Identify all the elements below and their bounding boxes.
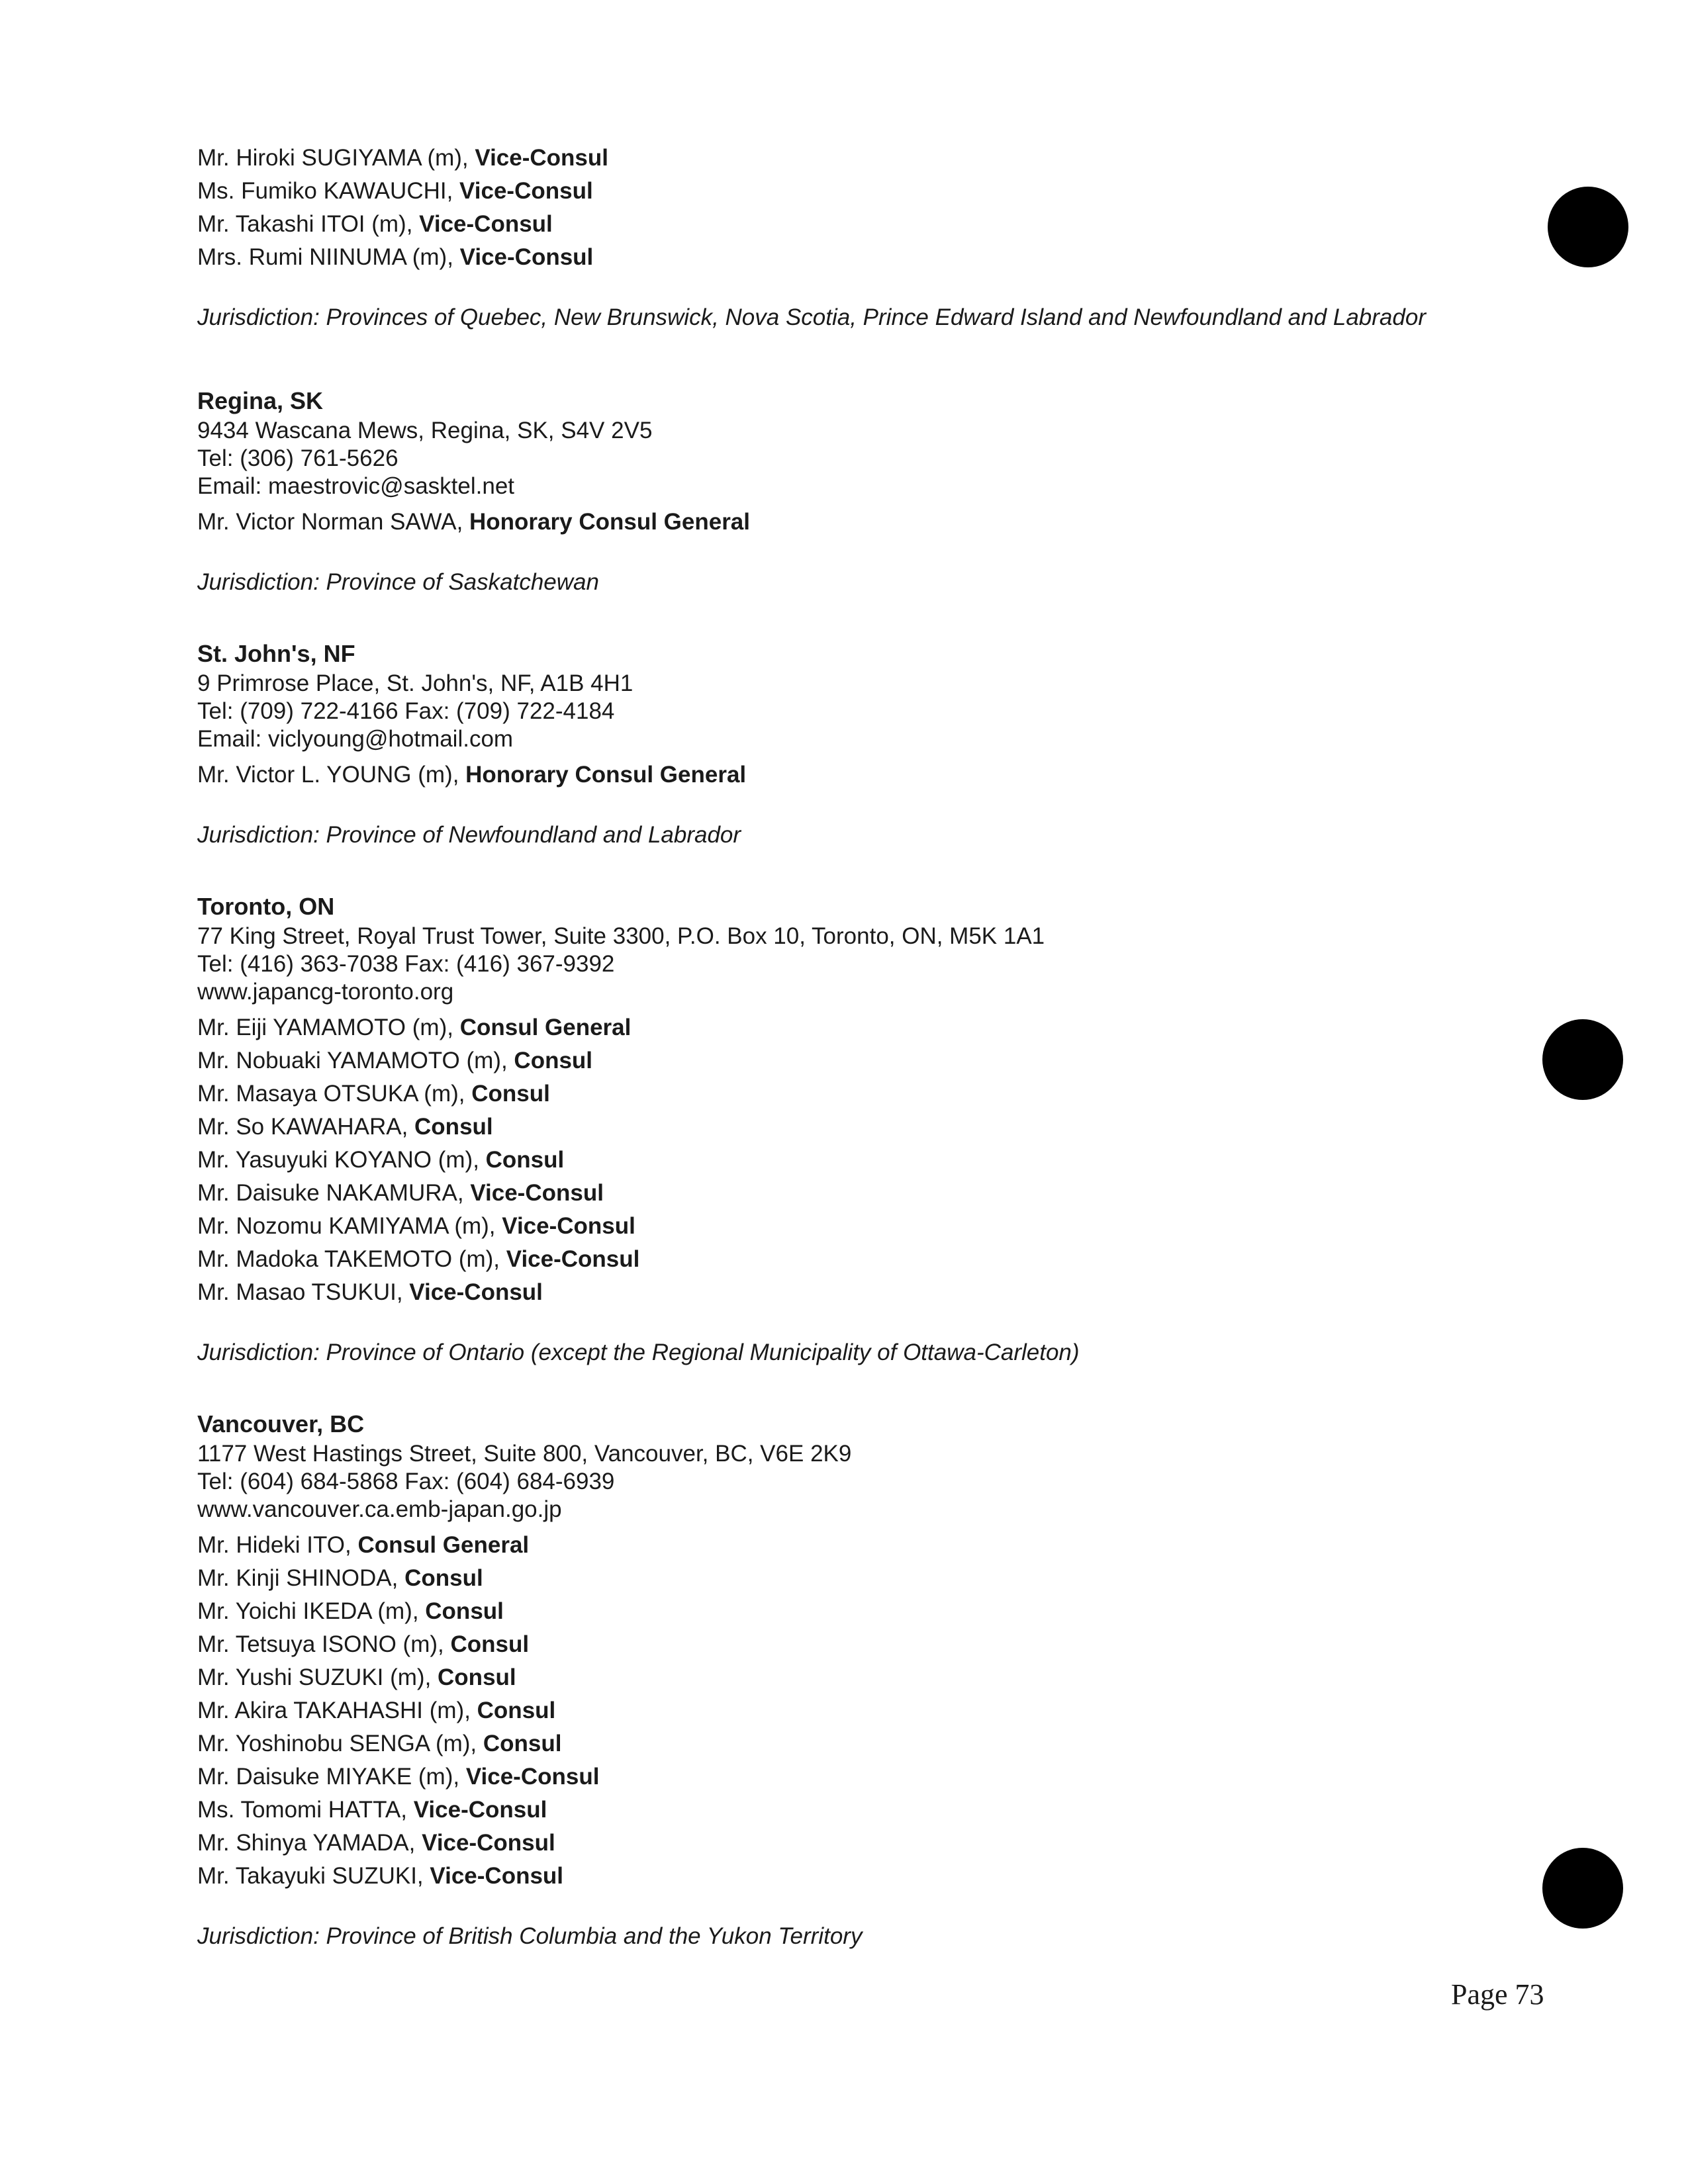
section-st-johns (197, 638, 1508, 851)
staff-entry: Mr. Kinji SHINODA, Consul (197, 1565, 483, 1591)
section-toronto (197, 891, 1508, 1369)
staff-entry: Mr. Daisuke MIYAKE (m), Vice-Consul (197, 1764, 600, 1790)
street-address: 77 King Street, Royal Trust Tower, Suite 3300, P.O. Box 10, Toronto, ON, M5K 1A1 (197, 923, 1045, 949)
page-number: Page 73 (1451, 1978, 1544, 2011)
staff-entry: Mr. Masaya OTSUKA (m), Consul (197, 1081, 550, 1107)
staff-entry: Mrs. Rumi NIINUMA (m), Vice-Consul (197, 244, 594, 270)
staff-entry: Mr. Shinya YAMADA, Vice-Consul (197, 1830, 555, 1856)
jurisdiction-note: Jurisdiction: Provinces of Quebec, New Brunswick, Nova Scotia, Prince Edward Island and Newfoundland and Labrador (197, 304, 1426, 330)
staff-entry: Mr. Nobuaki YAMAMOTO (m), Consul (197, 1048, 593, 1073)
staff-list (197, 758, 1508, 792)
city-heading: Toronto, ON (197, 893, 335, 920)
telephone-fax: Tel: (604) 684-5868 Fax: (604) 684-6939 (197, 1469, 615, 1494)
staff-entry: Mr. Hiroki SUGIYAMA (m), Vice-Consul (197, 145, 609, 171)
address-block (197, 1440, 1508, 1524)
section-montreal-continued (197, 142, 1508, 334)
staff-list (197, 1011, 1508, 1309)
staff-entry: Mr. Hideki ITO, Consul General (197, 1532, 530, 1558)
telephone-fax: Tel: (709) 722-4166 Fax: (709) 722-4184 (197, 698, 615, 724)
staff-entry: Mr. Akira TAKAHASHI (m), Consul (197, 1698, 556, 1723)
staff-entry: Mr. So KAWAHARA, Consul (197, 1114, 493, 1140)
staff-list (197, 506, 1508, 539)
email-address: Email: maestrovic@sasktel.net (197, 473, 515, 499)
jurisdiction-note: Jurisdiction: Province of Ontario (except the Regional Municipality of Ottawa-Carleton) (197, 1340, 1080, 1365)
staff-entry: Ms. Fumiko KAWAUCHI, Vice-Consul (197, 178, 593, 204)
staff-entry: Mr. Yoshinobu SENGA (m), Consul (197, 1731, 562, 1756)
staff-entry: Ms. Tomomi HATTA, Vice-Consul (197, 1797, 547, 1823)
section-regina (197, 385, 1508, 598)
staff-entry: Mr. Yasuyuki KOYANO (m), Consul (197, 1147, 565, 1173)
street-address: 1177 West Hastings Street, Suite 800, Vancouver, BC, V6E 2K9 (197, 1441, 852, 1467)
city-heading: Regina, SK (197, 387, 324, 414)
binder-hole-top (1548, 187, 1628, 267)
staff-entry: Mr. Masao TSUKUI, Vice-Consul (197, 1279, 543, 1305)
jurisdiction-note: Jurisdiction: Province of British Columbia and the Yukon Territory (197, 1923, 863, 1949)
website-link[interactable]: www.japancg-toronto.org (197, 979, 454, 1005)
staff-list (197, 1529, 1508, 1893)
staff-entry: Mr. Nozomu KAMIYAMA (m), Vice-Consul (197, 1213, 635, 1239)
address-block (197, 670, 1508, 753)
jurisdiction-note: Jurisdiction: Province of Newfoundland and Labrador (197, 822, 741, 848)
staff-entry: Mr. Victor Norman SAWA, Honorary Consul General (197, 509, 750, 535)
staff-entry: Mr. Victor L. YOUNG (m), Honorary Consul General (197, 762, 747, 788)
staff-entry: Mr. Eiji YAMAMOTO (m), Consul General (197, 1015, 632, 1040)
staff-entry: Mr. Daisuke NAKAMURA, Vice-Consul (197, 1180, 604, 1206)
street-address: 9434 Wascana Mews, Regina, SK, S4V 2V5 (197, 418, 653, 443)
telephone-fax: Tel: (416) 363-7038 Fax: (416) 367-9392 (197, 951, 615, 977)
website-link[interactable]: www.vancouver.ca.emb-japan.go.jp (197, 1496, 562, 1522)
address-block (197, 923, 1508, 1006)
section-vancouver (197, 1408, 1508, 1952)
telephone: Tel: (306) 761-5626 (197, 445, 399, 471)
email-address: Email: viclyoung@hotmail.com (197, 726, 514, 752)
address-block (197, 417, 1508, 500)
staff-entry: Mr. Yoichi IKEDA (m), Consul (197, 1598, 504, 1624)
city-heading: Vancouver, BC (197, 1410, 365, 1437)
binder-hole-middle (1542, 1019, 1623, 1100)
document-content (197, 142, 1508, 1952)
staff-entry: Mr. Tetsuya ISONO (m), Consul (197, 1631, 530, 1657)
street-address: 9 Primrose Place, St. John's, NF, A1B 4H1 (197, 670, 633, 696)
staff-entry: Mr. Takayuki SUZUKI, Vice-Consul (197, 1863, 564, 1889)
staff-list (197, 142, 1508, 274)
jurisdiction-note: Jurisdiction: Province of Saskatchewan (197, 569, 599, 595)
binder-hole-bottom (1542, 1848, 1623, 1929)
staff-entry: Mr. Takashi ITOI (m), Vice-Consul (197, 211, 553, 237)
staff-entry: Mr. Madoka TAKEMOTO (m), Vice-Consul (197, 1246, 640, 1272)
city-heading: St. John's, NF (197, 640, 355, 667)
staff-entry: Mr. Yushi SUZUKI (m), Consul (197, 1664, 516, 1690)
